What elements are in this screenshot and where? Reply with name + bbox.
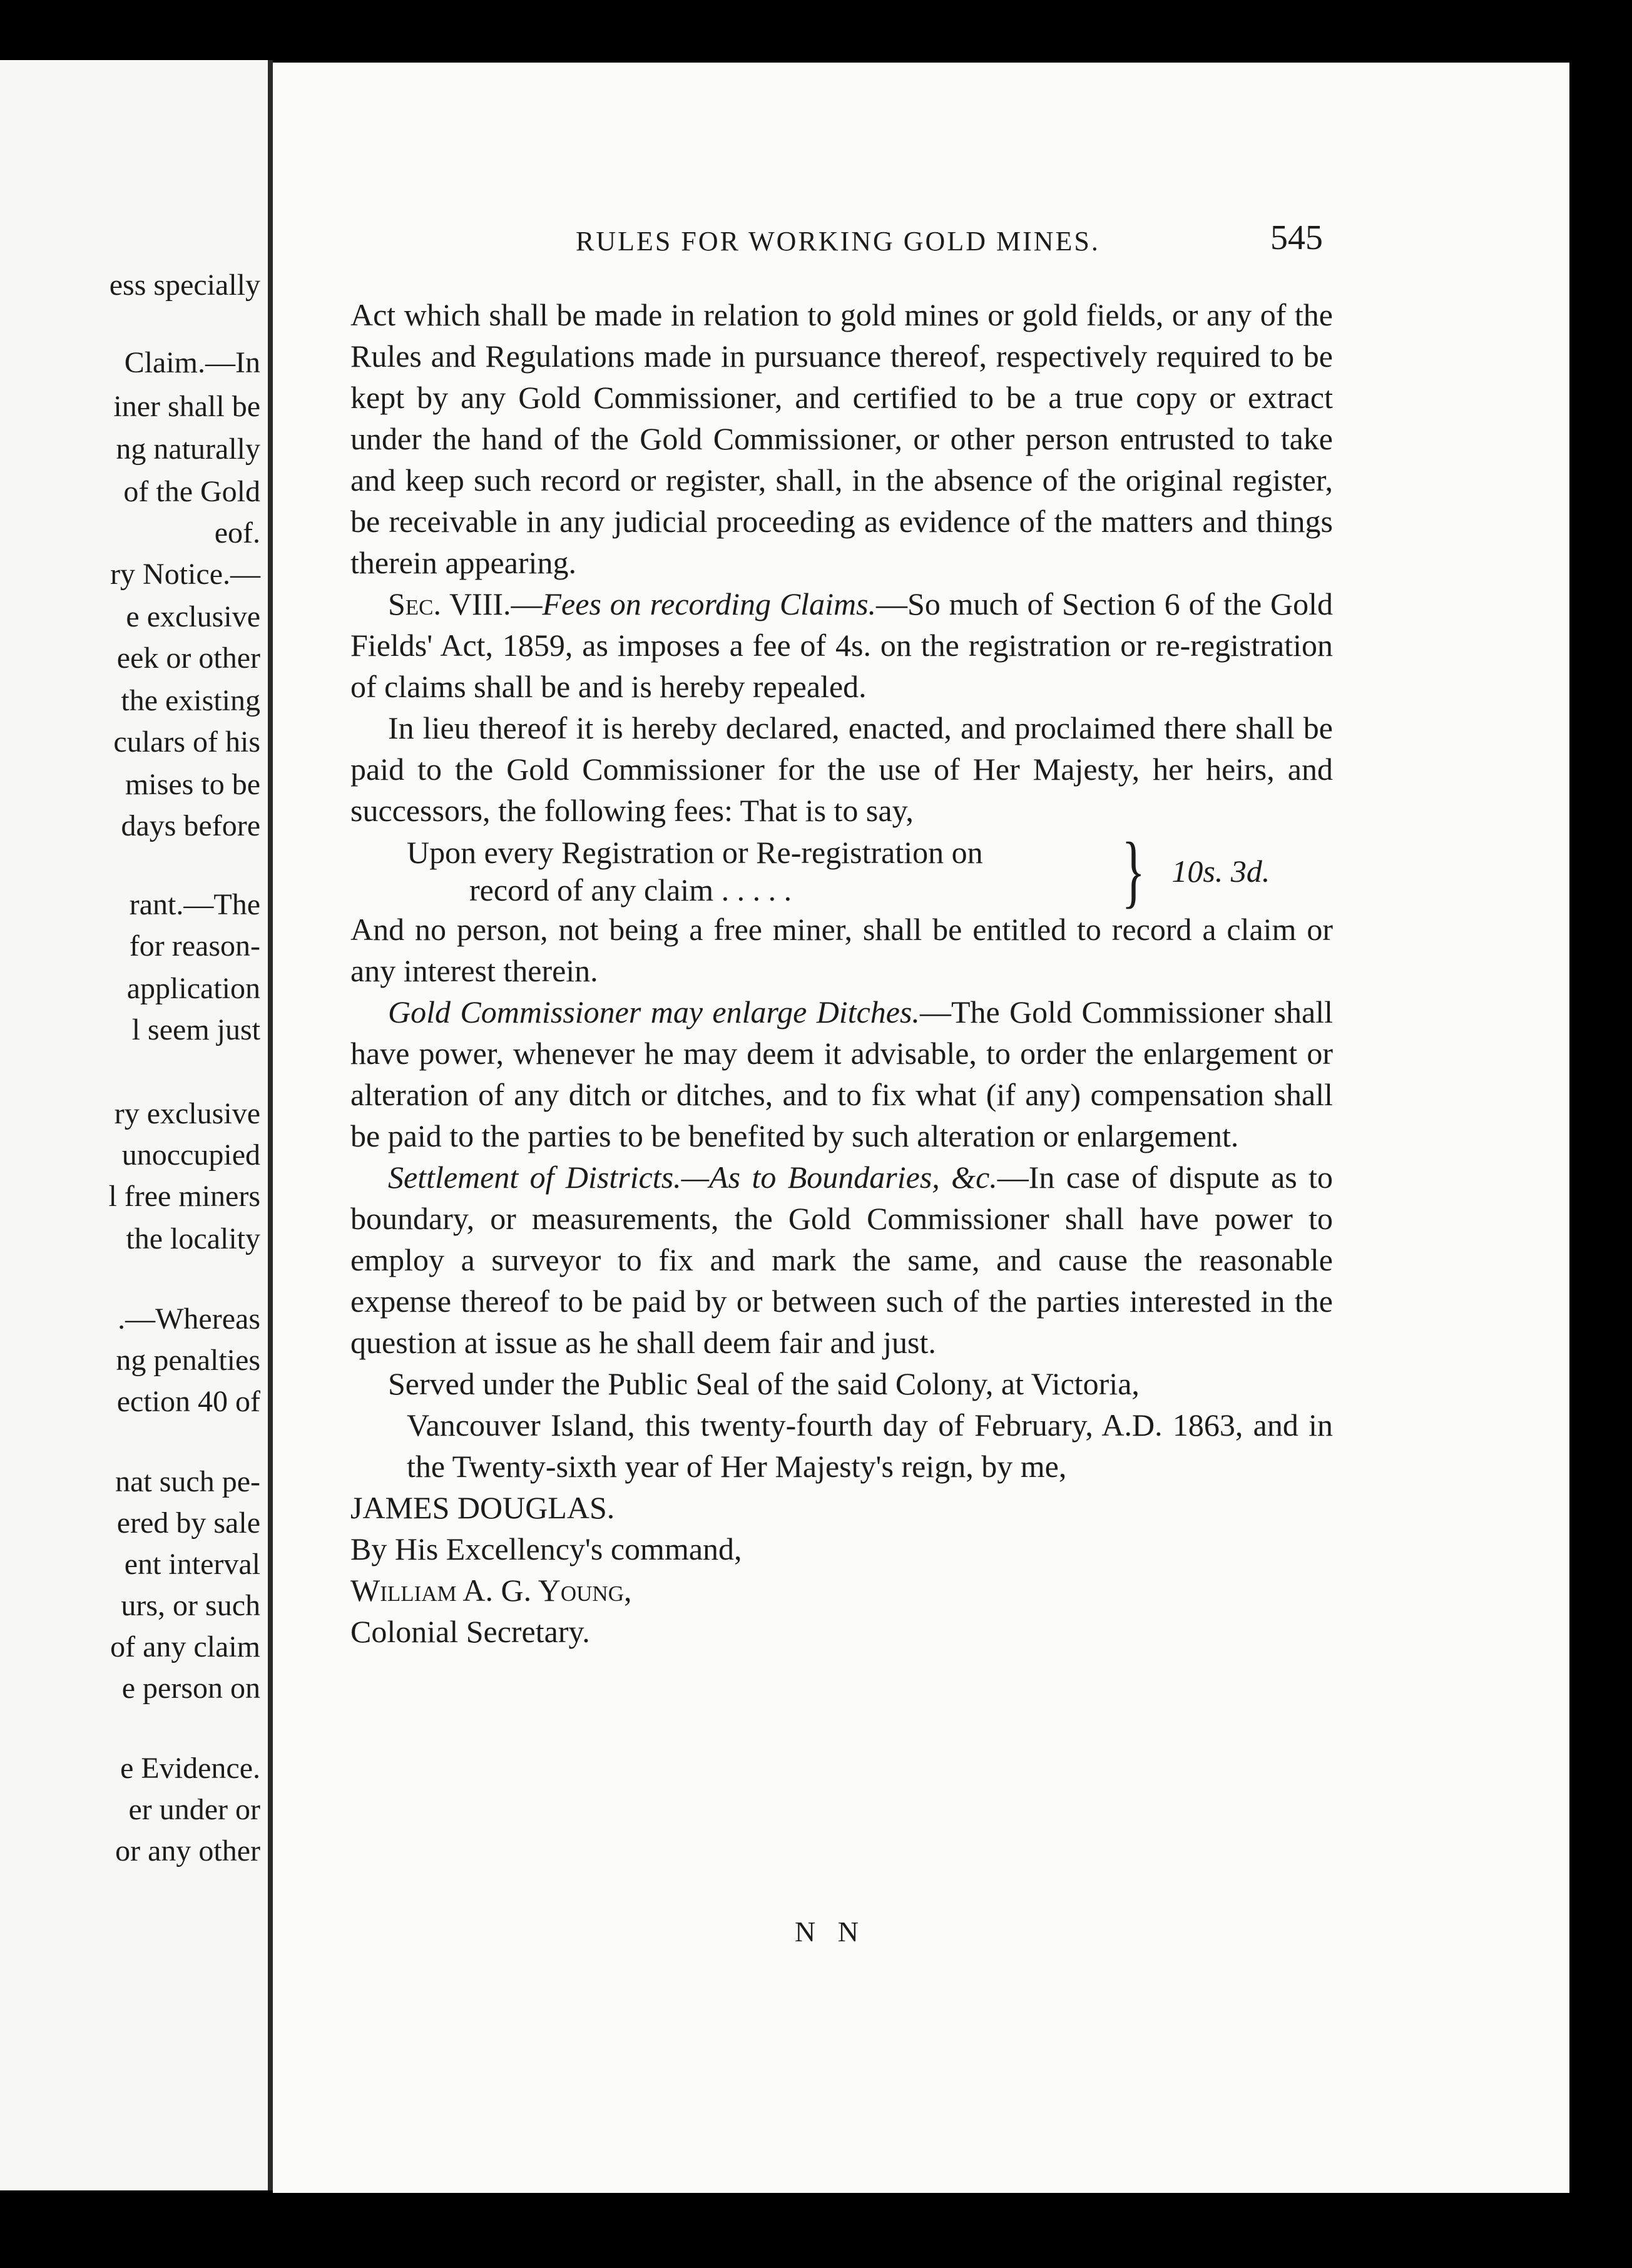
left-page-line: unoccupied xyxy=(121,1138,260,1172)
left-page-line: e Evidence. xyxy=(120,1752,260,1785)
left-page-line: ng naturally xyxy=(116,432,260,466)
districts-heading: Settlement of Districts.—As to Boundaries, &c. xyxy=(388,1160,997,1195)
left-page-line: ection 40 of xyxy=(116,1385,260,1418)
fee-line-2: record of any claim . . . . . xyxy=(469,872,792,907)
secretary-title: Colonial Secretary. xyxy=(350,1614,590,1649)
signature-mark: N N xyxy=(795,1916,866,1948)
left-page-line: ent interval xyxy=(124,1548,260,1581)
left-page-line: rant.—The xyxy=(129,888,260,921)
left-page-line: of any claim xyxy=(110,1630,260,1663)
served-continuation: Vancouver Island, this twenty-fourth day of February, A.D. 1863, and in the Twenty-sixth year of Her Majesty's reign, by me, xyxy=(407,1407,1333,1484)
left-page-line: for reason- xyxy=(129,929,260,963)
page-number: 545 xyxy=(1270,218,1323,257)
left-page-line: ry Notice.— xyxy=(110,558,260,591)
paragraph-districts xyxy=(350,1157,1333,1363)
left-page-line: eek or other xyxy=(116,641,260,675)
section-label: Sec. VIII.— xyxy=(388,586,543,621)
left-page-line: Claim.—In xyxy=(124,346,260,379)
left-page-line: or any other xyxy=(115,1834,260,1867)
left-page-line: ered by sale xyxy=(116,1506,260,1540)
left-page-line: e person on xyxy=(121,1672,260,1705)
districts-text: —In case of dispute as to boundary, or measurements, the Gold Commissioner shall have power to employ a surveyor to fix and mark the same, and cause the reasonable expense thereof to be paid by or between such of the parties interested in the question at issue as he shall deem fair and just. xyxy=(350,1160,1333,1360)
fee-description xyxy=(407,834,1108,909)
running-header: RULES FOR WORKING GOLD MINES. xyxy=(576,226,1100,257)
left-page-line: the existing xyxy=(121,684,260,717)
command-line: By His Excellency's command, xyxy=(350,1531,742,1566)
paragraph-lieu: In lieu thereof it is hereby declared, enacted, and proclaimed there shall be paid to the Gold Commissioner for the use of Her Majesty, her heirs, and successors, the following fees: That is to say, xyxy=(350,710,1333,828)
paragraph-evidence: Act which shall be made in relation to gold mines or gold fields, or any of the Rules and Regulations made in pursuance thereof, respectively required to be kept by any Gold Commissioner, and certified to be a true copy or extract under the hand of the Gold Commissioner, or other person entrusted to take and keep such record or register, shall, in the absence of the original register, be receivable in any judicial proceeding as evidence of the matters and things therein appearing. xyxy=(350,297,1333,580)
left-page-line: days before xyxy=(121,809,260,842)
left-page-line: ng penalties xyxy=(116,1344,260,1377)
served-line-1: Served under the Public Seal of the said Colony, at Victoria, xyxy=(388,1366,1140,1401)
left-page-line: .—Whereas xyxy=(118,1302,260,1336)
section-text: —So much of Section 6 of the Gold Fields' Act, 1859, as imposes a fee of 4s. on the registration or re-registration of claims shall be and is hereby repealed. xyxy=(350,586,1333,704)
left-page-line: of the Gold xyxy=(123,475,260,508)
brace-glyph: } xyxy=(1121,826,1145,916)
left-page-line: iner shall be xyxy=(113,390,260,423)
left-page-line: eof. xyxy=(214,516,260,549)
left-page-line: application xyxy=(126,972,260,1005)
left-page-line: nat such pe- xyxy=(115,1465,260,1498)
left-page-line: urs, or such xyxy=(121,1589,260,1622)
paragraph-sec-viii xyxy=(350,583,1333,707)
left-page-line: e exclusive xyxy=(126,600,260,633)
fee-table xyxy=(407,826,1333,916)
left-page-line: l seem just xyxy=(131,1013,260,1046)
signatory: JAMES DOUGLAS. xyxy=(350,1490,615,1525)
page-body xyxy=(350,294,1333,1652)
book-gutter xyxy=(268,60,273,2190)
section-heading: Fees on recording Claims. xyxy=(542,586,877,621)
left-page-line: er under or xyxy=(128,1793,260,1826)
ditches-heading: Gold Commissioner may enlarge Ditches. xyxy=(388,994,920,1029)
paragraph-ditches xyxy=(350,991,1333,1157)
left-page-line: ry exclusive xyxy=(114,1097,260,1130)
left-page-line: ess specially xyxy=(109,268,260,302)
left-page-line: l free miners xyxy=(108,1180,260,1213)
left-page-fragment xyxy=(0,60,268,2190)
left-page-line: mises to be xyxy=(125,768,260,801)
ditches-text: —The Gold Commissioner shall have power, whenever he may deem it advisable, to order the enlargement or alteration of any ditch or ditches, and to fix what (if any) compensation shall be paid to the parties to be benefited by such alteration or enlargement. xyxy=(350,994,1333,1153)
left-page-line: the locality xyxy=(126,1222,260,1255)
fee-amount: 10s. 3d. xyxy=(1171,854,1270,889)
secretary-name: William A. G. Young, xyxy=(350,1573,632,1608)
left-page-line: culars of his xyxy=(113,725,260,759)
paragraph-free-miner: And no person, not being a free miner, shall be entitled to record a claim or any interest therein. xyxy=(350,912,1333,988)
fee-line-1: Upon every Registration or Re-registration on xyxy=(407,835,983,870)
